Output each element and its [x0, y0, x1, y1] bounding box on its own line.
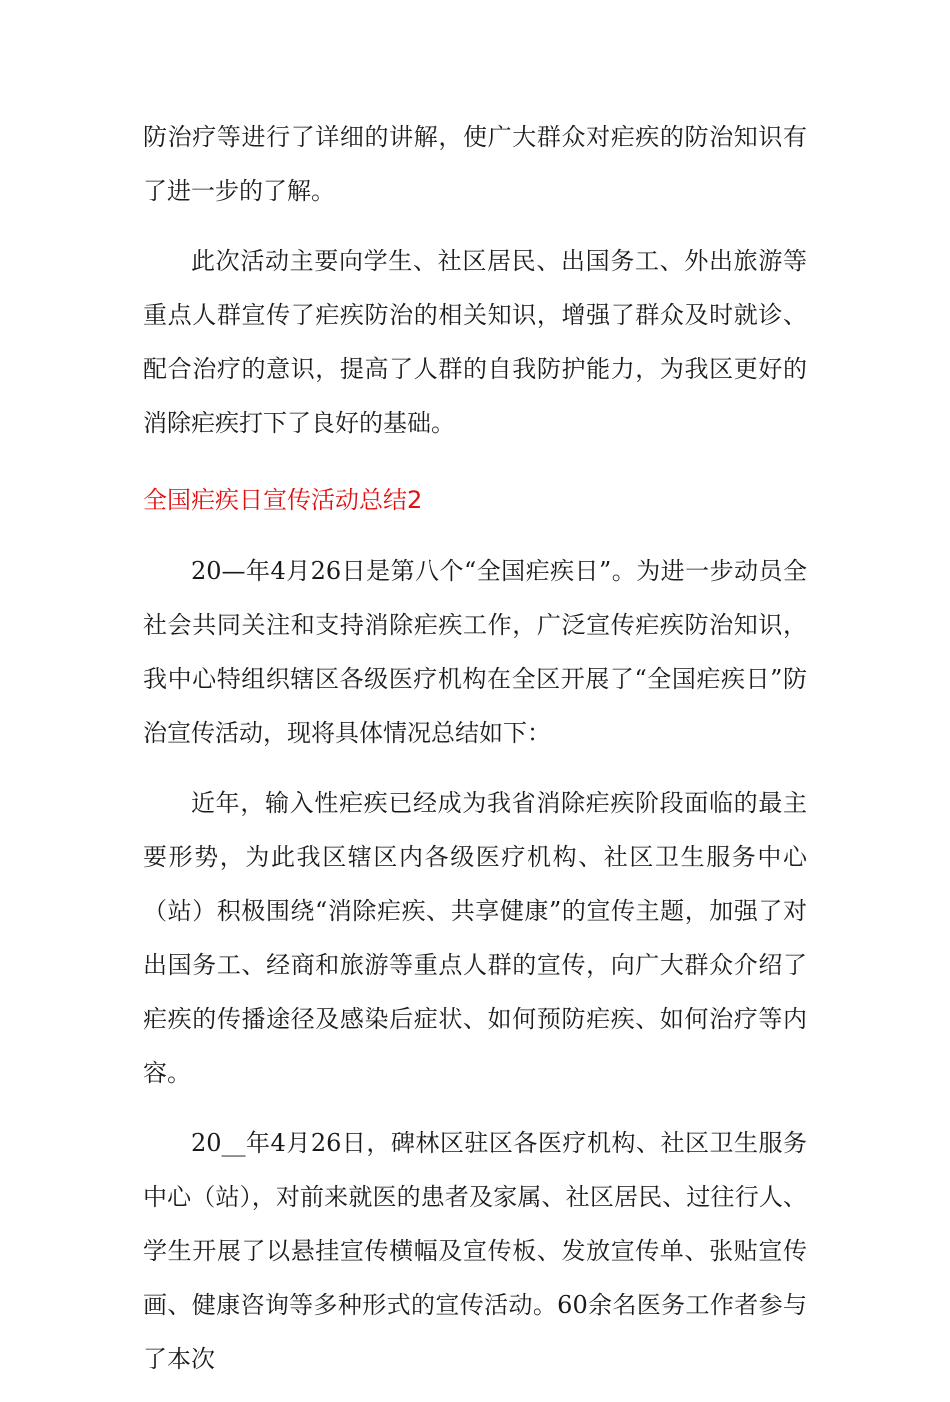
paragraph-event: 20__年4月26日，碑林区驻区各医疗机构、社区卫生服务中心（站），对前来就医的患者及家属、社区居民、过往行人、学生开展了以悬挂宣传横幅及宣传板、发放宣传单、张贴宣传画、健康咨询等多种形式的宣传活动。60余名医务工作者参与了本次: [143, 1129, 807, 1373]
section-heading: 全国疟疾日宣传活动总结2: [143, 486, 423, 514]
paragraph-activity-summary: 此次活动主要向学生、社区居民、出国务工、外出旅游等重点人群宣传了疟疾防治的相关知识，增强了群众及时就诊、配合治疗的意识，提高了人群的自我防护能力，为我区更好的消除疟疾打下了良好的基础。: [143, 247, 807, 437]
document-body: [143, 110, 807, 1402]
paragraph-intro: 20—年4月26日是第八个“全国疟疾日”。为进一步动员全社会共同关注和支持消除疟疾工作，广泛宣传疟疾防治知识，我中心特组织辖区各级医疗机构在全区开展了“全国疟疾日”防治宣传活动，现将具体情况总结如下：: [143, 557, 807, 747]
paragraph-continuation: 防治疗等进行了详细的讲解，使广大群众对疟疾的防治知识有了进一步的了解。: [143, 123, 807, 205]
paragraph-background: 近年，输入性疟疾已经成为我省消除疟疾阶段面临的最主要形势，为此我区辖区内各级医疗机构、社区卫生服务中心（站）积极围绕“消除疟疾、共享健康”的宣传主题，加强了对出国务工、经商和旅游等重点人群的宣传，向广大群众介绍了疟疾的传播途径及感染后症状、如何预防疟疾、如何治疗等内容。: [143, 789, 807, 1087]
